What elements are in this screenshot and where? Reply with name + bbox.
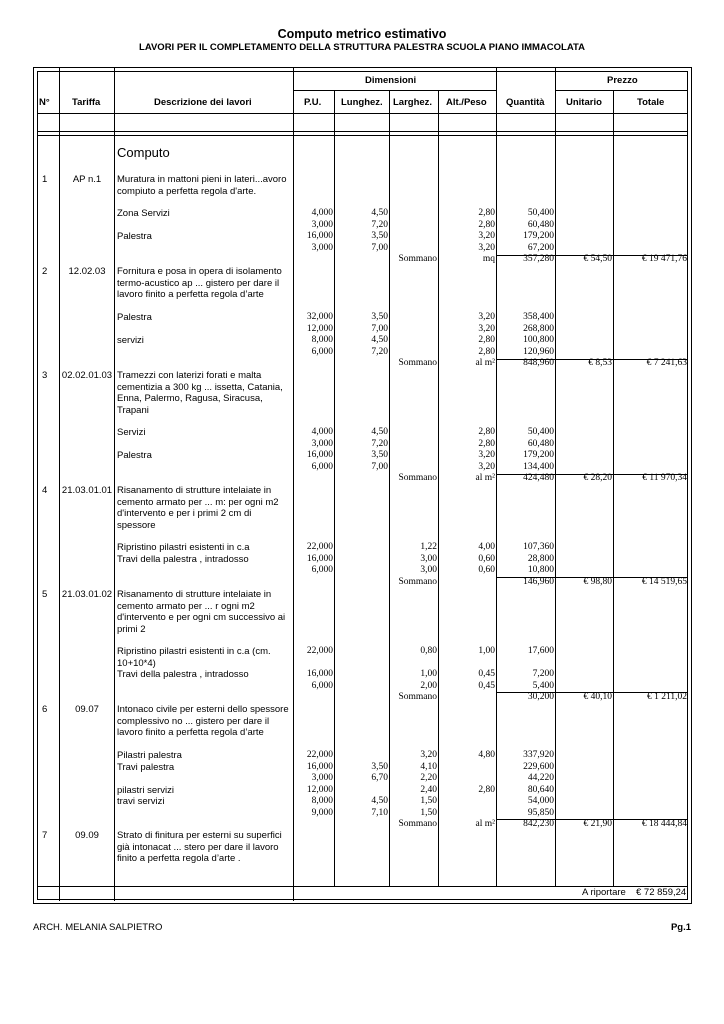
item-description-line: spessore (117, 519, 156, 531)
col-divider (613, 90, 614, 886)
row-description: Pilastri palestra (117, 750, 182, 761)
row-altezza: 0,45 (478, 669, 495, 679)
item-description-line: Tramezzi con laterizi forati e malta (117, 370, 262, 381)
document-subtitle: LAVORI PER IL COMPLETAMENTO DELLA STRUTTURA PALESTRA SCUOLA PIANO IMMACOLATA (139, 42, 585, 53)
header-prezzo: Prezzo (607, 75, 638, 86)
header-larghezza: Larghez. (393, 97, 433, 108)
row-lunghezza: 7,20 (371, 438, 388, 449)
row-description: Ripristino pilastri esistenti in c.a (117, 542, 250, 553)
header-divider (37, 131, 688, 132)
header-dimensioni: Dimensioni (365, 75, 417, 86)
item-description-line: Intonaco civile per esterni dello spessore (117, 704, 289, 715)
item-tariffa: 02.02.01.03 (61, 370, 113, 381)
row-lunghezza: 3,50 (371, 761, 388, 772)
row-lunghezza: 7,00 (371, 242, 388, 253)
header-divider (555, 90, 688, 91)
row-description: Palestra (117, 231, 152, 242)
row-pu: 4,000 (311, 208, 333, 218)
row-altezza: 0,60 (478, 565, 495, 575)
row-pu: 16,000 (306, 761, 333, 772)
row-quantita: 44,220 (527, 773, 554, 783)
row-pu: 4,000 (311, 427, 333, 437)
row-altezza: 2,80 (478, 346, 495, 357)
sommano-label: Sommano (398, 473, 437, 483)
sommano-label: Sommano (398, 692, 437, 702)
row-pu: 9,000 (311, 807, 333, 818)
row-larghezza: 3,00 (420, 565, 437, 575)
row-altezza: 4,00 (478, 542, 495, 552)
row-quantita: 67,200 (527, 242, 554, 253)
row-altezza: 3,20 (478, 323, 495, 334)
item-description-line: Muratura in mattoni pieni in lateri...avoro (117, 174, 287, 185)
row-quantita: 5,400 (532, 680, 554, 691)
item-description-line: termo-acustico ap ... gistero per dare il (117, 277, 280, 289)
sommano-quantita: 30,200 (527, 692, 554, 702)
row-pu: 6,000 (311, 346, 333, 357)
row-larghezza: 2,40 (420, 784, 437, 795)
subtotal-divider (496, 255, 688, 256)
row-lunghezza: 4,50 (371, 796, 388, 806)
row-quantita: 28,800 (527, 553, 554, 564)
sommano-label: Sommano (398, 819, 437, 829)
subtotal-divider (496, 577, 688, 578)
subtotal-divider (496, 819, 688, 820)
row-quantita: 60,480 (527, 219, 554, 230)
header-altezza-peso: Alt./Peso (446, 97, 487, 108)
section-title: Computo (117, 145, 170, 160)
item-description-line: compiuto a perfetta regola d'arte. (117, 185, 257, 197)
row-description: Zona Servizi (117, 208, 170, 219)
row-altezza: 2,80 (478, 438, 495, 449)
footer-author: ARCH. MELANIA SALPIETRO (33, 922, 163, 933)
row-pu: 3,000 (311, 773, 333, 783)
row-larghezza: 2,20 (420, 773, 437, 783)
sommano-quantita: 146,960 (523, 576, 554, 587)
row-description: pilastri servizi (117, 784, 175, 796)
row-quantita: 179,200 (523, 450, 554, 460)
row-quantita: 54,000 (527, 796, 554, 806)
row-description: Travi della palestra , intradosso (117, 669, 249, 680)
sommano-quantita: 848,960 (523, 358, 554, 368)
col-divider (59, 68, 60, 901)
row-quantita: 7,200 (532, 669, 554, 679)
row-pu: 16,000 (306, 669, 333, 679)
row-altezza: 3,20 (478, 242, 495, 253)
item-description-line: cementizia a 300 kg ... issetta, Catania, (117, 381, 283, 393)
row-description: travi servizi (117, 796, 165, 807)
row-larghezza: 0,80 (420, 646, 437, 656)
row-quantita: 134,400 (523, 461, 554, 472)
row-lunghezza: 7,00 (371, 323, 388, 334)
row-altezza: 2,80 (478, 219, 495, 230)
row-lunghezza: 3,50 (371, 312, 388, 322)
row-lunghezza: 4,50 (371, 427, 388, 437)
header-quantita: Quantità (506, 97, 545, 108)
row-altezza: 2,80 (478, 208, 495, 218)
row-description: Servizi (117, 427, 146, 438)
sommano-unit: mq (482, 254, 495, 264)
item-description-line: lavoro finito a perfetta regola d’arte (117, 289, 264, 300)
row-larghezza: 1,00 (420, 669, 437, 679)
row-altezza: 3,20 (478, 461, 495, 472)
sommano-label: Sommano (398, 576, 437, 587)
row-description: Travi palestra (117, 761, 175, 773)
row-description: Palestra (117, 312, 152, 323)
item-description-line: d'intervento e per ogni cm successivo ai (117, 612, 286, 623)
subtotal-divider (496, 474, 688, 475)
item-number: 4 (42, 485, 48, 496)
row-pu: 3,000 (311, 242, 333, 253)
row-quantita: 337,920 (523, 750, 554, 760)
item-description-line: cemento armato per ... r ogni m2 (117, 600, 255, 612)
header-unitario: Unitario (566, 97, 602, 108)
row-quantita: 100,800 (523, 335, 554, 345)
row-pu: 12,000 (306, 784, 333, 795)
row-lunghezza: 3,50 (371, 231, 388, 241)
row-quantita: 358,400 (523, 312, 554, 322)
header-descrizione: Descrizione dei lavori (154, 97, 252, 108)
header-pu: P.U. (304, 97, 322, 108)
row-description: servizi (117, 335, 144, 346)
item-tariffa: 09.09 (75, 830, 99, 841)
row-lunghezza: 4,50 (371, 335, 388, 345)
row-altezza: 0,60 (478, 553, 495, 564)
row-lunghezza: 6,70 (371, 773, 388, 783)
item-description-line: Strato di finitura per esterni su superfici (117, 830, 282, 841)
item-tariffa: AP n.1 (72, 174, 102, 185)
subtotal-divider (496, 359, 688, 360)
item-description-line: finito a perfetta regola d’arte . (117, 853, 241, 864)
row-quantita: 17,600 (527, 646, 554, 656)
sommano-totale: € 1 211,02 (646, 692, 687, 702)
item-description-line: Risanamento di strutture intelaiate in (117, 589, 272, 600)
item-number: 3 (42, 370, 48, 381)
item-tariffa: 21.03.01.02 (61, 589, 113, 600)
sommano-quantita: 357,280 (523, 254, 554, 264)
sommano-unit: al m² (475, 358, 495, 368)
row-lunghezza: 7,10 (371, 807, 388, 818)
item-description-line: Enna, Palermo, Ragusa, Siracusa, (117, 393, 263, 404)
row-quantita: 107,360 (523, 542, 554, 552)
row-lunghezza: 3,50 (371, 450, 388, 460)
row-larghezza: 2,00 (420, 680, 437, 691)
header-divider (293, 90, 496, 91)
sommano-totale: € 7 241,63 (646, 358, 687, 368)
row-description: 10+10*4) (117, 657, 156, 669)
row-altezza: 2,80 (478, 335, 495, 345)
row-altezza: 3,20 (478, 231, 495, 241)
header-num: N° (39, 97, 50, 108)
document-title: Computo metrico estimativo (277, 27, 447, 41)
item-number: 2 (42, 266, 48, 277)
sommano-unit: al m² (475, 819, 495, 829)
item-description-line: d'intervento e per i primi 2 cm di (117, 508, 252, 519)
header-divider (37, 113, 688, 114)
row-altezza: 3,20 (478, 312, 495, 322)
page-number: Pg.1 (670, 922, 691, 933)
row-pu: 12,000 (306, 323, 333, 334)
row-description: Ripristino pilastri esistenti in c.a (cm. (117, 646, 271, 657)
item-description-line: già intonacat ... stero per dare il lavoro (117, 841, 279, 853)
row-lunghezza: 4,50 (371, 208, 388, 218)
item-description-line: Risanamento di strutture intelaiate in (117, 485, 272, 496)
sommano-unitario: € 8,53 (588, 358, 612, 368)
item-number: 1 (42, 174, 48, 185)
sommano-unitario: € 28,20 (583, 473, 612, 483)
row-lunghezza: 7,20 (371, 219, 388, 230)
item-number: 7 (42, 830, 48, 841)
row-quantita: 10,800 (527, 565, 554, 575)
header-totale: Totale (637, 97, 665, 108)
item-description-line: lavoro finito a perfetta regola d’arte (117, 727, 264, 738)
row-description: Palestra (117, 450, 152, 461)
sommano-unitario: € 98,80 (583, 576, 612, 587)
row-quantita: 50,400 (527, 427, 554, 437)
row-altezza: 0,45 (478, 680, 495, 691)
row-altezza: 2,80 (478, 784, 495, 795)
item-description-line: cemento armato per ... m: per ogni m2 (117, 496, 279, 508)
row-quantita: 229,600 (523, 761, 554, 772)
sommano-quantita: 842,230 (523, 819, 554, 829)
row-pu: 32,000 (306, 312, 333, 322)
sommano-unitario: € 40,10 (583, 692, 612, 702)
item-tariffa: 21.03.01.01 (61, 485, 113, 496)
sommano-totale: € 19 471,76 (641, 254, 687, 264)
row-pu: 22,000 (306, 542, 333, 552)
row-quantita: 268,800 (523, 323, 554, 334)
col-divider (114, 68, 115, 901)
row-larghezza: 1,22 (420, 542, 437, 552)
row-pu: 6,000 (311, 461, 333, 472)
item-description-line: primi 2 (117, 623, 146, 635)
row-pu: 3,000 (311, 438, 333, 449)
row-altezza: 2,80 (478, 427, 495, 437)
sommano-totale: € 11 970,34 (642, 473, 687, 483)
row-quantita: 95,850 (527, 807, 554, 818)
row-altezza: 3,20 (478, 450, 495, 460)
item-description-line: Fornitura e posa in opera di isolamento (117, 266, 282, 277)
row-description: Travi della palestra , intradosso (117, 553, 249, 565)
header-divider (37, 135, 688, 136)
row-lunghezza: 7,00 (371, 461, 388, 472)
row-quantita: 120,960 (523, 346, 554, 357)
row-pu: 16,000 (306, 231, 333, 241)
row-pu: 22,000 (306, 750, 333, 760)
a-riportare-label: A riportare (582, 887, 626, 898)
item-number: 5 (42, 589, 48, 600)
row-lunghezza: 7,20 (371, 346, 388, 357)
item-tariffa: 12.02.03 (68, 266, 106, 277)
subtotal-divider (496, 692, 688, 693)
row-pu: 8,000 (311, 796, 333, 806)
row-pu: 16,000 (306, 553, 333, 564)
item-description-line: Trapani (117, 404, 149, 416)
row-pu: 6,000 (311, 565, 333, 575)
sommano-quantita: 424,480 (523, 473, 554, 483)
row-larghezza: 1,50 (420, 807, 437, 818)
sommano-label: Sommano (398, 358, 437, 368)
row-quantita: 179,200 (523, 231, 554, 241)
row-larghezza: 3,00 (420, 553, 437, 564)
sommano-unit: al m² (475, 473, 495, 483)
row-pu: 3,000 (311, 219, 333, 230)
sommano-label: Sommano (398, 254, 437, 264)
item-tariffa: 09.07 (75, 704, 99, 715)
header-tariffa: Tariffa (72, 97, 101, 108)
row-quantita: 50,400 (527, 208, 554, 218)
row-pu: 22,000 (306, 646, 333, 656)
item-description-line: complessivo no ... gistero per dare il (117, 715, 270, 727)
row-larghezza: 1,50 (420, 796, 437, 806)
row-quantita: 80,640 (527, 784, 554, 795)
sommano-totale: € 14 519,65 (641, 576, 687, 587)
sommano-unitario: € 54,50 (583, 254, 612, 264)
header-lunghezza: Lunghez. (341, 97, 383, 108)
item-number: 6 (42, 704, 48, 715)
row-larghezza: 4,10 (420, 761, 437, 772)
sommano-unitario: € 21,90 (583, 819, 612, 829)
row-altezza: 1,00 (478, 646, 495, 656)
sommano-totale: € 18 444,84 (641, 819, 687, 829)
row-pu: 8,000 (311, 335, 333, 345)
row-quantita: 60,480 (527, 438, 554, 449)
row-pu: 16,000 (306, 450, 333, 460)
row-larghezza: 3,20 (420, 750, 437, 760)
row-altezza: 4,80 (478, 750, 495, 760)
row-pu: 6,000 (311, 680, 333, 691)
a-riportare-value: € 72 859,24 (636, 887, 687, 898)
